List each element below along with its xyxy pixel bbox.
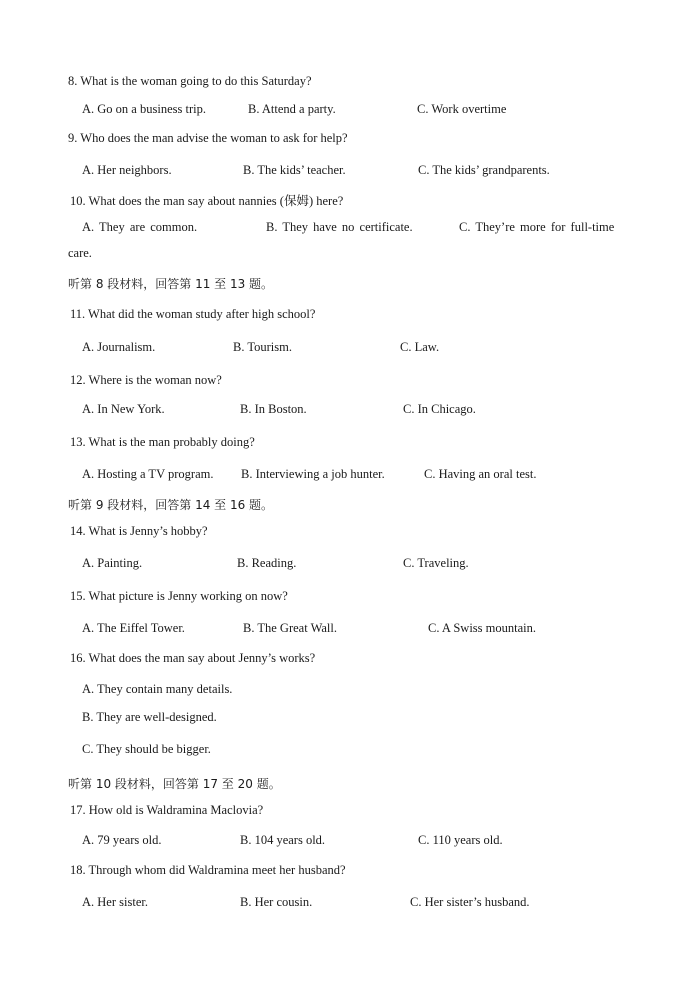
- section-9-heading: 听第 9 段材料，回答第 14 至 16 题。: [68, 498, 274, 512]
- question-17-option-b: B. 104 years old.: [240, 833, 326, 847]
- question-17-stem: 17. How old is Waldramina Maclovia?: [70, 803, 264, 817]
- question-15-option-b: B. The Great Wall.: [243, 621, 337, 635]
- question-18-option-a: A. Her sister.: [82, 895, 148, 909]
- question-18-stem: 18. Through whom did Waldramina meet her husband?: [70, 863, 346, 877]
- question-8-stem: 8. What is the woman going to do this Saturday?: [68, 74, 312, 88]
- question-10-option-c: C. They’re more for full-time: [459, 220, 615, 234]
- question-10-stem: 10. What does the man say about nannies (保姆) here?: [70, 194, 344, 208]
- question-11-option-b: B. Tourism.: [233, 340, 292, 354]
- question-17-option-c: C. 110 years old.: [418, 833, 503, 847]
- question-11-option-a: A. Journalism.: [82, 340, 156, 354]
- question-11-option-c: C. Law.: [400, 340, 440, 354]
- question-8-option-c: C. Work overtime: [417, 102, 507, 116]
- question-14-option-c: C. Traveling.: [403, 556, 469, 570]
- question-13-option-a: A. Hosting a TV program.: [82, 467, 214, 481]
- question-12-option-a: A. In New York.: [82, 402, 165, 416]
- question-17-option-a: A. 79 years old.: [82, 833, 162, 847]
- question-16-stem: 16. What does the man say about Jenny’s works?: [70, 651, 316, 665]
- question-11-stem: 11. What did the woman study after high school?: [70, 307, 316, 321]
- question-13-option-c: C. Having an oral test.: [424, 467, 537, 481]
- question-15-stem: 15. What picture is Jenny working on now?: [70, 589, 288, 603]
- question-10-option-b: B. They have no certificate.: [266, 220, 413, 234]
- question-15-option-c: C. A Swiss mountain.: [428, 621, 537, 635]
- question-10-continuation: care.: [68, 246, 92, 260]
- question-15-option-a: A. The Eiffel Tower.: [82, 621, 185, 635]
- section-8-heading: 听第 8 段材料，回答第 11 至 13 题。: [68, 277, 274, 291]
- question-14-option-b: B. Reading.: [237, 556, 297, 570]
- question-14-option-a: A. Painting.: [82, 556, 143, 570]
- question-9-option-c: C. The kids’ grandparents.: [418, 163, 550, 177]
- question-9-option-a: A. Her neighbors.: [82, 163, 172, 177]
- question-10-option-a: A. They are common.: [82, 220, 198, 234]
- question-8-option-a: A. Go on a business trip.: [82, 102, 206, 116]
- question-18-option-b: B. Her cousin.: [240, 895, 313, 909]
- question-13-option-b: B. Interviewing a job hunter.: [241, 467, 385, 481]
- question-13-stem: 13. What is the man probably doing?: [70, 435, 255, 449]
- question-16-option-a: A. They contain many details.: [82, 682, 233, 696]
- question-16-option-b: B. They are well-designed.: [82, 710, 217, 724]
- question-12-option-b: B. In Boston.: [240, 402, 307, 416]
- question-12-option-c: C. In Chicago.: [403, 402, 476, 416]
- question-9-option-b: B. The kids’ teacher.: [243, 163, 346, 177]
- question-12-stem: 12. Where is the woman now?: [70, 373, 222, 387]
- question-8-option-b: B. Attend a party.: [248, 102, 336, 116]
- section-10-heading: 听第 10 段材料，回答第 17 至 20 题。: [68, 777, 281, 791]
- question-9-stem: 9. Who does the man advise the woman to ask for help?: [68, 131, 348, 145]
- question-16-option-c: C. They should be bigger.: [82, 742, 211, 756]
- question-18-option-c: C. Her sister’s husband.: [410, 895, 530, 909]
- question-14-stem: 14. What is Jenny’s hobby?: [70, 524, 208, 538]
